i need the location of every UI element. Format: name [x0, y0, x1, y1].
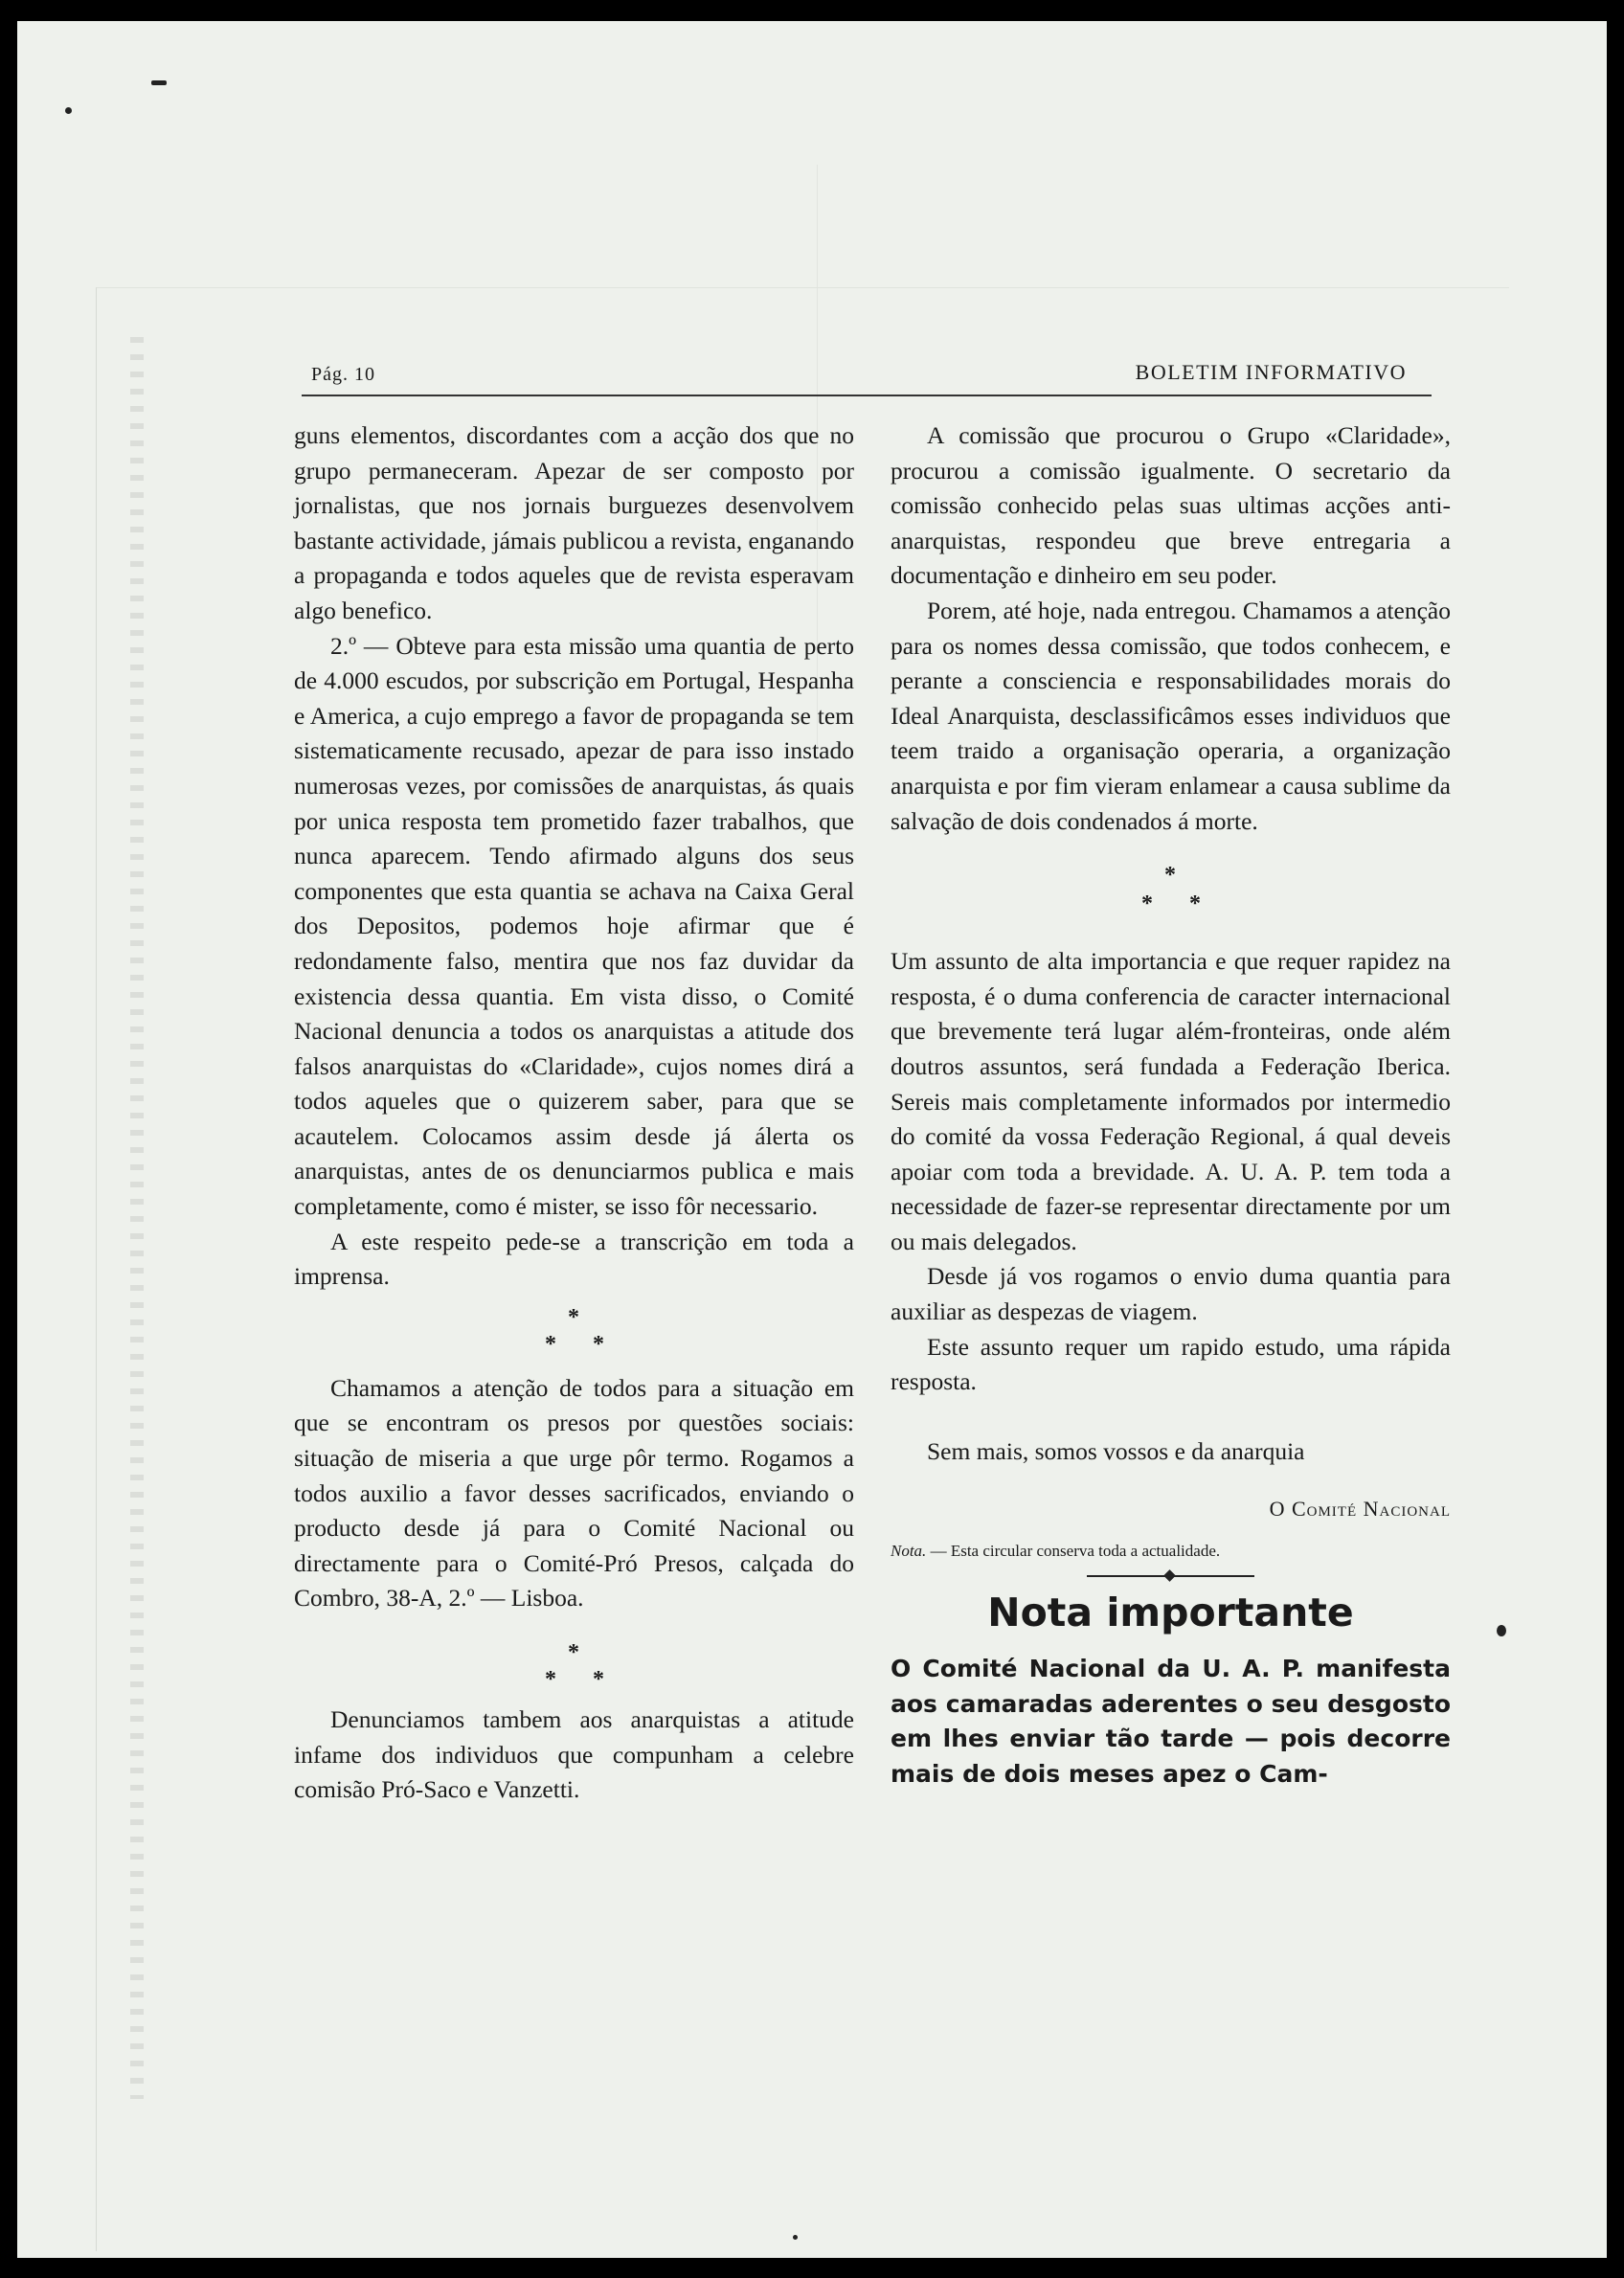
- asterism-star: *: [545, 1667, 556, 1692]
- closing-line: Sem mais, somos vossos e da anarquia: [927, 1436, 1305, 1465]
- footnote-text: — Esta circular conserva toda a actualidade.: [930, 1542, 1221, 1561]
- page-header: [302, 362, 1432, 396]
- asterism-star: *: [1164, 863, 1176, 889]
- asterism-separator: [294, 1616, 854, 1703]
- ink-speck: [151, 80, 167, 85]
- asterism-star: *: [1141, 891, 1153, 917]
- ink-speck: [793, 2235, 798, 2240]
- left-paragraph-2: 2.º — Obteve para esta missão uma quantia de perto de 4.000 escudos, por subscrição em Portugal, Hespanha e America, a cujo emprego a favor de propaganda se tem sistematicamente recusado, apezar de para isso instado numerosas vezes, por comissões de anarquistas, ás quais por unica resposta tem prometido fazer trabalhos, que nunca aparecem. Tendo afirmado alguns dos seus componentes que esta quantia se achava na Caixa Geral dos Depositos, podemos hoje afirmar que é redondamente falso, mentira que nos faz duvidar da existencia dessa quantia. Em vista disso, o Comité Nacional denuncia a todos os anarquistas a atitude dos falsos anarquistas do «Claridade», cujos nomes dirá a todos aqueles que o quizerem saber, para que se acautelem. Colocamos assim desde já álerta os anarquistas, antes de os denunciarmos publica e mais completamente, como é mister, se isso fôr necessario.: [294, 631, 854, 1221]
- rule-diamond: [1163, 1569, 1176, 1582]
- right-paragraph-5: Este assunto requer um rapido estudo, uma rápida resposta.: [891, 1332, 1451, 1396]
- left-paragraph-4: Chamamos a atenção de todos para a situação em que se encontram os presos por questões sociais: situação de miseria a que urge pôr termo. Rogamos a todos auxilio a favor desses sacrificados, enviando o producto desde já para o Comité Nacional ou directamente para o Comité-Pró Presos, calçada do Combro, 38-A, 2.º — Lisboa.: [294, 1373, 854, 1613]
- right-paragraph-4: Desde já vos rogamos o envio duma quantia para auxiliar as despezas de viagem.: [891, 1262, 1451, 1326]
- asterism-star: *: [593, 1331, 604, 1357]
- binding-edge-shadow: [130, 337, 144, 2099]
- left-paragraph-5: Denunciamos tambem aos anarquistas a atitude infame dos individuos que compunham a celebre comisão Pró-Saco e Vanzetti.: [294, 1705, 854, 1804]
- ink-speck: [65, 107, 72, 114]
- important-note-title: Nota importante: [987, 1590, 1354, 1636]
- important-note-text: O Comité Nacional da U. A. P. manifesta aos camaradas aderentes o seu desgosto em lhes enviar tão tarde — pois decorre mais de dois meses apez o Cam-: [891, 1655, 1451, 1788]
- asterism-star: *: [568, 1640, 579, 1665]
- page-number: Pág. 10: [311, 364, 375, 385]
- right-paragraph-2: Porem, até hoje, nada entregou. Chamamos a atenção para os nomes dessa comissão, que todos conhecem, e perante a consciencia e responsabilidades morais do Ideal Anarquista, desclassificâmos esses individuos que teem traido a organisação operaria, a organização anarquista e por fim vieram enlamear a causa sublime da salvação de dois condenados á morte.: [891, 596, 1451, 835]
- ink-speck: [1497, 1625, 1506, 1636]
- left-paragraph-3: A este respeito pede-se a transcrição em toda a imprensa.: [294, 1227, 854, 1291]
- right-paragraph-3: Um assunto de alta importancia e que requer rapidez na resposta, é o duma conferencia de caracter internacional que brevemente terá lugar além-fronteiras, onde além doutros assuntos, será fundada a Federação Iberica. Sereis mais completamente informados por intermedio do comité da vossa Federação Regional, á qual deveis apoiar com toda a brevidade. A. U. A. P. tem toda a necessidade de fazer-se representar directamente por um ou mais delegados.: [891, 947, 1451, 1255]
- right-column: [891, 418, 1451, 1792]
- journal-title: BOLETIM INFORMATIVO: [1135, 360, 1407, 384]
- right-paragraph-1: A comissão que procurou o Grupo «Claridade», procurou a comissão igualmente. O secretario da comissão conhecido pelas suas ultimas acções anti-anarquistas, respondeu que breve entregaria a documentação e dinheiro em seu poder.: [891, 421, 1451, 590]
- left-column: [294, 418, 854, 1808]
- left-paragraph-1: guns elementos, discordantes com a acção dos que no grupo permaneceram. Apezar de ser composto por jornalistas, que nos jornais burguezes desenvolvem bastante actividade, jámais publicou a revista, enganando a propaganda e todos aqueles que de revista esperavam algo benefico.: [294, 421, 854, 624]
- asterism-star: *: [1189, 891, 1201, 917]
- asterism-separator: [891, 839, 1451, 944]
- signature: [891, 1492, 1451, 1527]
- footnote-label: Nota.: [891, 1542, 927, 1561]
- asterism-star: *: [568, 1304, 579, 1330]
- asterism-separator: [294, 1295, 854, 1371]
- asterism-star: *: [545, 1331, 556, 1357]
- asterism-star: *: [593, 1667, 604, 1692]
- signature-text: O Comité Nacional: [1269, 1497, 1451, 1522]
- ornamental-rule: [1087, 1575, 1254, 1577]
- footnote: [891, 1541, 1451, 1562]
